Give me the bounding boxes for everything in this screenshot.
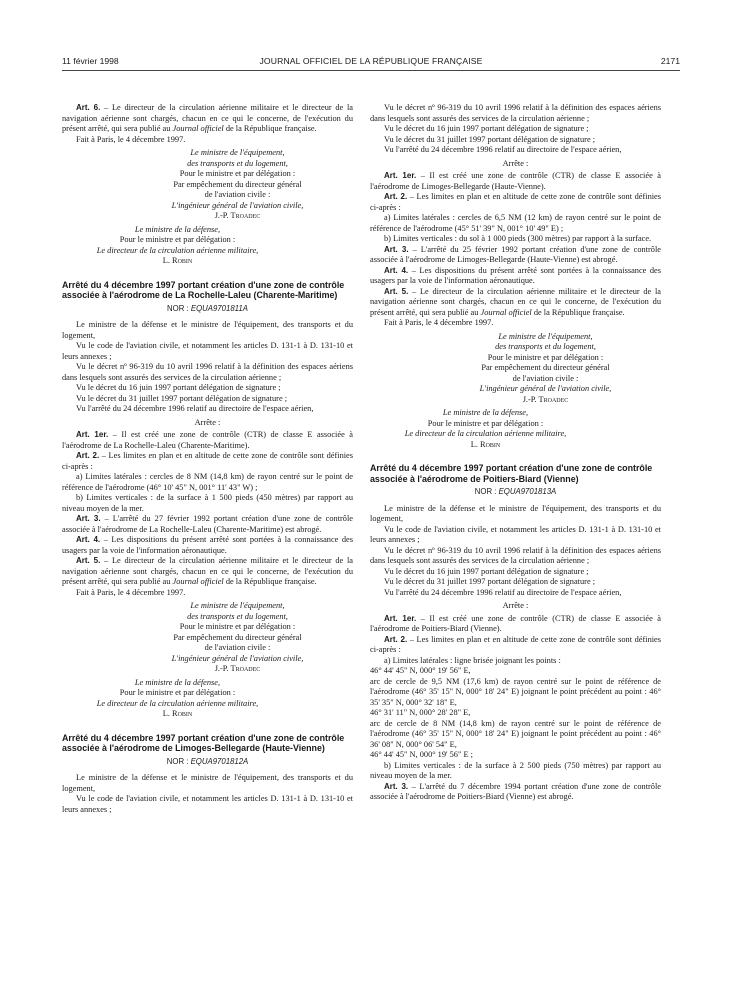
preamble-ministres-2: Le ministre de la défense et le ministre de l'équipement, des transports et du logement,: [62, 773, 353, 793]
page-header: [62, 56, 680, 68]
vu-decret-96-319-2: Vu le décret nº 96-319 du 10 avril 1996 relatif à la définition des espaces aériens dans lesquels sont assurés des services de la circulation aérienne ;: [370, 103, 661, 123]
article-4: Art. 4. – Les dispositions du présent arrêté sont portées à la connaissance des usagers par la voie de l'information aéronautique.: [62, 535, 354, 555]
article-1: Art. 1er. – Il est créé une zone de contrôle (CTR) de classe E associée à l'aérodrome de La Rochelle-Laleu (Charente-Maritime).: [62, 430, 353, 450]
article-3-poitiers: Art. 3. – L'arrêté du 7 décembre 1994 portant création d'une zone de contrôle associée à l'aérodrome de Poitiers-Biard (Vienne) est abrogé.: [370, 781, 662, 801]
article-2-a-limoges: a) Limites latérales : cercles de 6,5 NM (12 km) de rayon centré sur le point de référence de l'aérodrome (45° 51' 39" N, 001° 10' 49" E) ;: [370, 213, 661, 233]
arrete-title-limoges: Arrêté du 4 décembre 1997 portant création d'une zone de contrôle associée à l'aérodrome de Limoges-Bellegarde (Haute-Vienne): [62, 732, 345, 753]
vu-decret-16-juin: Vu le décret du 16 juin 1997 portant délégation de signature ;: [76, 383, 281, 392]
article-1-limoges: Art. 1er. – Il est créé une zone de contrôle (CTR) de classe E associée à l'aérodrome de Limoges-Bellegarde (Haute-Vienne).: [370, 171, 661, 191]
nor-la-rochelle: NOR : EQUA9701811A: [167, 303, 248, 313]
journal-title: JOURNAL OFFICIEL DE LA RÉPUBLIQUE FRANÇAISE: [259, 56, 483, 66]
arrete-title-poitiers: Arrêté du 4 décembre 1997 portant création d'une zone de contrôle associée à l'aérodrome de Poitiers-Biard (Vienne): [370, 463, 653, 484]
signature-equipement-2: Le ministre de l'équipement, des transports et du logement, Pour le ministre et par délégation : Par empêchement du directeur général de l'aviation civile : L'ingénieur général de l'aviation civile, J.-P. Troadec: [171, 601, 304, 673]
arrete-label-2: Arrête :: [502, 158, 529, 168]
vu-arrete-24-decembre: Vu l'arrêté du 24 décembre 1996 relatif au directoire de l'espace aérien,: [76, 404, 314, 413]
article-3: Art. 3. – L'arrêté du 27 février 1992 portant création d'une zone de contrôle associée à l'aérodrome de La Rochelle-Laleu (Charente-Maritime) est abrogé.: [62, 514, 354, 534]
article-2-poitiers: Art. 2. – Les limites en plan et en altitude de cette zone de contrôle sont définies ci-après :: [370, 634, 662, 654]
article-2-a-poitiers: a) Limites latérales : ligne brisée joignant les points :: [384, 655, 561, 665]
article-1-poitiers: Art. 1er. – Il est créé une zone de contrôle (CTR) de classe E associée à l'aérodrome de Poitiers-Biard (Vienne).: [370, 613, 661, 633]
signature-equipement: Le ministre de l'équipement, des transports et du logement, Pour le ministre et par délégation : Par empêchement du directeur général de l'aviation civile : L'ingénieur général de l'aviation civile, J.-P. Troadec: [171, 148, 304, 220]
issue-date: 11 février 1998: [62, 56, 119, 66]
preamble-ministres: Le ministre de la défense et le ministre de l'équipement, des transports et du logement,: [62, 320, 353, 340]
point-3: 46° 44' 45" N, 000° 19' 56" E ;: [370, 750, 473, 759]
vu-decret-31-juillet-2: Vu le décret du 31 juillet 1997 portant délégation de signature ;: [384, 134, 596, 144]
preamble-ministres-3: Le ministre de la défense et le ministre de l'équipement, des transports et du logement,: [370, 503, 661, 523]
left-column: [62, 103, 353, 815]
article-2-b-limoges: b) Limites verticales : du sol à 1 000 pieds (300 mètres) par rapport à la surface.: [384, 234, 652, 243]
vu-decret-16-juin-2: Vu le décret du 16 juin 1997 portant délégation de signature ;: [384, 124, 589, 133]
vu-code: Vu le code de l'aviation civile, et notamment les articles D. 131-1 à D. 131-10 et leurs annexes ;: [62, 341, 353, 361]
fait-a-paris: Fait à Paris, le 4 décembre 1997.: [76, 134, 186, 144]
vu-decret-96-319-3: Vu le décret nº 96-319 du 10 avril 1996 relatif à la définition des espaces aériens dans lesquels sont assurés des services de la circulation aérienne ;: [370, 545, 661, 565]
article-5-limoges: Art. 5. – Le directeur de la circulation aérienne militaire et le directeur de la navigation aérienne sont chargés, chacun en ce qui le concerne, de l'exécution du présent arrêté, qui sera publié au Journal officiel de la République française.: [370, 286, 661, 317]
vu-code-3: Vu le code de l'aviation civile, et notamment les articles D. 131-1 à D. 131-10 et leurs annexes ;: [370, 524, 661, 544]
nor-limoges: NOR : EQUA9701812A: [166, 756, 249, 766]
point-2: 46° 31' 11" N, 000° 28' 28" E,: [370, 708, 471, 717]
signature-equipement-3: Le ministre de l'équipement, des transports et du logement, Pour le ministre et par délégation : Par empêchement du directeur général de l'aviation civile : L'ingénieur général de l'aviation civile, J.-P. Troadec: [479, 331, 612, 404]
vu-decret-31-juillet-3: Vu le décret du 31 juillet 1997 portant délégation de signature ;: [384, 577, 596, 586]
vu-code-2: Vu le code de l'aviation civile, et notamment les articles D. 131-1 à D. 131-10 et leurs annexes ;: [62, 794, 353, 814]
point-1: 46° 44' 45" N, 000° 19' 56" E,: [370, 666, 471, 675]
article-5: Art. 5. – Le directeur de la circulation aérienne militaire et le directeur de la navigation aérienne sont chargés, chacun en ce qui le concerne, de l'exécution du présent arrêté, qui sera publié au Journal officiel de la République française.: [62, 556, 353, 586]
article-2-b-poitiers: b) Limites verticales : de la surface à 2 500 pieds (750 mètres) par rapport au niveau moyen de la mer.: [370, 760, 661, 780]
signature-defense-3: Le ministre de la défense, Pour le ministre et par délégation : Le directeur de la circulation aérienne militaire, L. Robin: [404, 408, 567, 449]
arrete-label: Arrête :: [194, 417, 221, 427]
header-rule: [62, 70, 680, 71]
article-2: Art. 2. – Les limites en plan et en altitude de cette zone de contrôle sont définies ci-après :: [62, 451, 354, 471]
article-2-a: a) Limites latérales : cercles de 8 NM (14,8 km) de rayon centré sur le point de référence de l'aérodrome (46° 10' 45" N, 001° 11' 43" W) ;: [62, 472, 353, 492]
vu-arrete-24-decembre-2: Vu l'arrêté du 24 décembre 1996 relatif au directoire de l'espace aérien,: [384, 145, 622, 154]
page-number: 2171: [660, 56, 680, 66]
nor-poitiers: NOR : EQUA9701813A: [474, 487, 557, 496]
vu-decret-31-juillet: Vu le décret du 31 juillet 1997 portant délégation de signature ;: [76, 393, 288, 403]
article-4-limoges: Art. 4. – Les dispositions du présent arrêté sont portées à la connaissance des usagers par la voie de l'information aéronautique.: [370, 265, 662, 285]
vu-decret-96-319: Vu le décret nº 96-319 du 10 avril 1996 relatif à la définition des espaces aériens dans lesquels sont assurés des services de la circulation aérienne ;: [62, 362, 353, 382]
arc-1: arc de cercle de 9,5 NM (17,6 km) de rayon centré sur le point de référence de l'aérodrome (46° 35' 15" N, 000° 18' 24" E) joignant le point précédent au point : 46° 35' 35" N, 000° 32' 18" E,: [370, 676, 661, 707]
arrete-label-3: Arrête :: [502, 601, 529, 610]
article-3-limoges: Art. 3. – L'arrêté du 25 février 1992 portant création d'une zone de contrôle associée à l'aérodrome de Limoges-Bellegarde (Haute-Vienne) est abrogé.: [370, 244, 662, 264]
arc-2: arc de cercle de 8 NM (14,8 km) de rayon centré sur le point de référence de l'aérodrome (46° 35' 15" N, 000° 18' 24" E) joignant le point précédent au point : 46° 36' 08" N, 000° 06' 54" E,: [370, 718, 661, 749]
article-2-b: b) Limites verticales : de la surface à 1 500 pieds (450 mètres) par rapport au niveau moyen de la mer.: [62, 493, 353, 513]
fait-a-paris-2: Fait à Paris, le 4 décembre 1997.: [76, 587, 186, 597]
signature-defense-2: Le ministre de la défense, Pour le ministre et par délégation : Le directeur de la circulation aérienne militaire, L. Robin: [96, 677, 259, 718]
vu-decret-16-juin-3: Vu le décret du 16 juin 1997 portant délégation de signature ;: [384, 566, 589, 576]
arrete-title-la-rochelle: Arrêté du 4 décembre 1997 portant création d'une zone de contrôle associée à l'aérodrome de La Rochelle-Laleu (Charente-Maritime): [62, 279, 345, 300]
article-6: Art. 6. – Le directeur de la circulation aérienne militaire et le directeur de la navigation aérienne sont chargés, chacun en ce qui le concerne, de l'exécution du présent arrêté, qui sera publié au Journal officiel de la République française.: [62, 103, 353, 133]
right-column: [370, 103, 661, 803]
article-2-limoges: Art. 2. – Les limites en plan et en altitude de cette zone de contrôle sont définies ci-après :: [370, 192, 662, 212]
vu-arrete-24-decembre-3: Vu l'arrêté du 24 décembre 1996 relatif au directoire de l'espace aérien,: [384, 587, 622, 597]
fait-a-paris-3: Fait à Paris, le 4 décembre 1997.: [384, 318, 494, 327]
signature-defense: Le ministre de la défense, Pour le ministre et par délégation : Le directeur de la circulation aérienne militaire, L. Robin: [96, 224, 259, 265]
